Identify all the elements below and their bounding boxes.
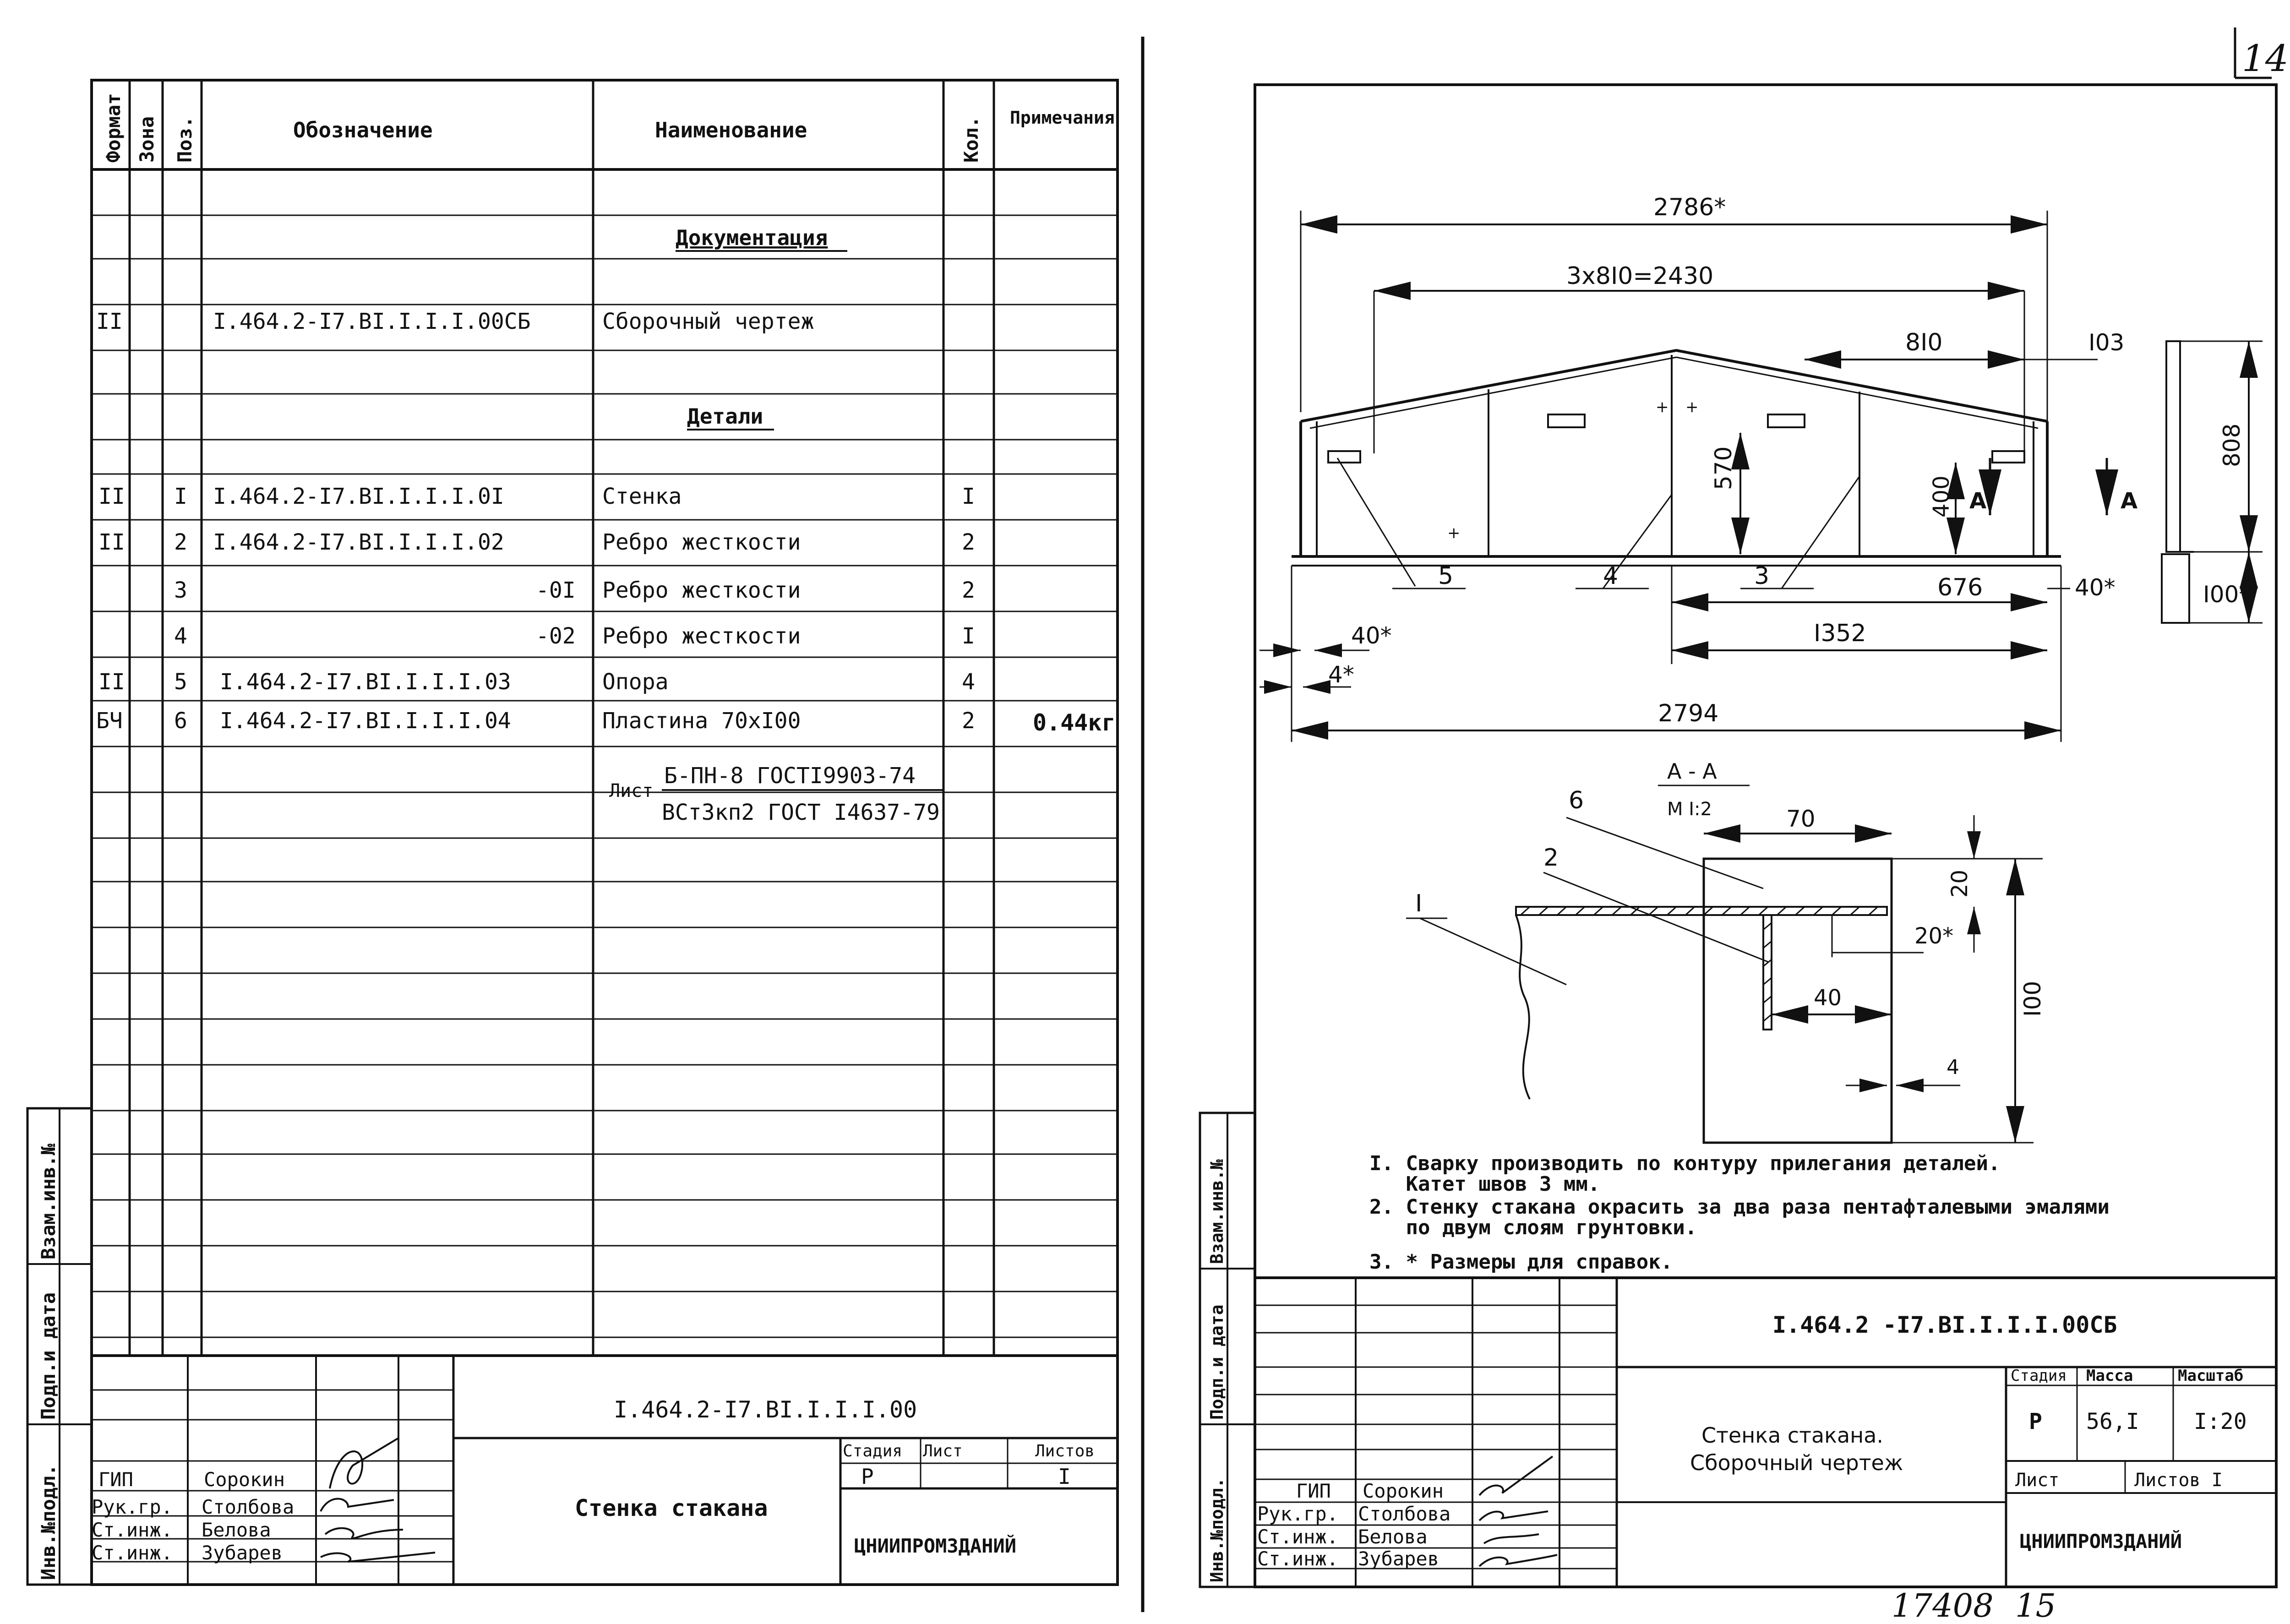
right-title-block <box>1255 1278 2276 1587</box>
col-name-header: Наименование <box>655 118 807 142</box>
callout-6: 6 <box>1569 787 1584 814</box>
dim-20-star: 20* <box>1914 923 1954 949</box>
callout-5: 5 <box>1438 562 1454 590</box>
cell-name: Ребро жесткости <box>602 623 801 649</box>
dim-400: 400 <box>1929 475 1954 518</box>
cell-note: 0.44кг <box>1033 709 1116 736</box>
cell-name: Ребро жесткости <box>602 578 801 603</box>
svg-text:+: + <box>1685 398 1699 416</box>
cell-designation: -02 <box>536 623 576 649</box>
cell-pos: 4 <box>174 623 187 649</box>
sheets-value: I <box>1058 1464 1071 1489</box>
cell-qty: 2 <box>962 708 975 734</box>
cell-format: II <box>98 484 125 509</box>
svg-text:+: + <box>1447 524 1461 542</box>
mass-label: Масса <box>2086 1367 2133 1385</box>
section-mark-right: А <box>2121 488 2138 514</box>
role: ГИП <box>1296 1480 1331 1502</box>
cell-pos: 6 <box>174 708 187 734</box>
role: Рук.гр. <box>92 1496 173 1518</box>
section-parts: Детали <box>687 404 763 429</box>
signature <box>1479 1456 1553 1495</box>
bottom-sheet: 15 <box>2015 1587 2056 1624</box>
section-a-a <box>1406 759 2046 1143</box>
note-line: Катет швов 3 мм. <box>1369 1172 1600 1196</box>
page-number: 14 <box>2242 37 2289 80</box>
cell-qty: 2 <box>962 578 975 603</box>
dim-808: 808 <box>2219 423 2245 467</box>
dim-40: 40 <box>1814 985 1842 1011</box>
callout-4: 4 <box>1603 562 1619 590</box>
role: Ст.инж. <box>92 1519 173 1541</box>
spec-row <box>98 669 975 695</box>
elevation-view <box>1260 194 2263 742</box>
person-name: Зубарев <box>1358 1548 1439 1570</box>
note-line: по двум слоям грунтовки. <box>1369 1216 1697 1239</box>
cell-format: II <box>98 669 125 695</box>
dim-overall-bottom: 2794 <box>1658 700 1719 727</box>
signature <box>1479 1555 1557 1566</box>
stage-label: Стадия <box>843 1442 903 1461</box>
cell-format: БЧ <box>96 708 123 734</box>
section-mark-left: А <box>1969 488 1987 514</box>
spec-row <box>174 623 975 649</box>
col-qty-header: Кол. <box>960 116 982 163</box>
spec-row <box>96 708 1116 736</box>
left-title-block <box>92 1356 1118 1585</box>
role: Ст.инж. <box>1257 1526 1339 1548</box>
stage-label: Стадия <box>2011 1367 2067 1385</box>
dim-70: 70 <box>1786 806 1816 832</box>
right-frame <box>1255 85 2276 1587</box>
dim-overall-top: 2786* <box>1653 194 1726 221</box>
role: Ст.инж. <box>92 1542 173 1564</box>
title-code: I.464.2 -I7.BI.I.I.I.00СБ <box>1772 1312 2117 1338</box>
side-view <box>2166 341 2180 552</box>
side-label-inv: Инв.№подл. <box>37 1464 60 1580</box>
cell-pos: 3 <box>174 578 187 603</box>
dim-spacing: 3x8I0=2430 <box>1566 262 1714 290</box>
material-prefix: Лист <box>609 780 654 801</box>
title-name: Стенка стакана <box>575 1495 768 1521</box>
callout-1: I <box>1415 890 1423 917</box>
spec-row <box>98 484 975 509</box>
cell-name: Ребро жесткости <box>602 529 801 555</box>
cell-name: Сборочный чертеж <box>602 309 814 334</box>
side-label-vzam: Взам.инв.№ <box>1207 1159 1227 1264</box>
dim-1352: I352 <box>1814 620 1866 647</box>
callout-2: 2 <box>1543 844 1559 872</box>
cell-pos: I <box>174 484 187 509</box>
spec-row <box>96 309 814 334</box>
signature <box>321 1499 394 1512</box>
person-name: Столбова <box>1358 1503 1451 1525</box>
person-name: Сорокин <box>204 1468 285 1491</box>
note-line: I. Сварку производить по контуру прилегания деталей. <box>1369 1152 2001 1175</box>
cell-designation: I.464.2-I7.BI.I.I.I.00СБ <box>213 309 531 334</box>
note-line: 3. * Размеры для справок. <box>1369 1250 1673 1274</box>
col-pos-header: Поз. <box>174 116 196 163</box>
cell-qty: I <box>962 484 975 509</box>
person-name: Белова <box>1358 1526 1428 1548</box>
scale-label: Масштаб <box>2178 1367 2244 1385</box>
dim-676: 676 <box>1937 574 1983 601</box>
role: Рук.гр. <box>1257 1503 1339 1525</box>
side-label-podp: Подп.и дата <box>37 1292 60 1420</box>
side-label-vzam: Взам.инв.№ <box>37 1144 60 1259</box>
signature <box>325 1528 403 1539</box>
left-frame <box>92 80 1118 1585</box>
right-sheet <box>1200 85 2276 1587</box>
cell-designation: I.464.2-I7.BI.I.I.I.03 <box>220 669 511 695</box>
dim-20: 20 <box>1947 869 1973 898</box>
dim-4-left: 4* <box>1328 661 1354 688</box>
role: Ст.инж. <box>1257 1548 1339 1570</box>
person-name: Столбова <box>202 1496 294 1518</box>
cell-designation: I.464.2-I7.BI.I.I.I.0I <box>213 484 504 509</box>
dim-40-left: 40* <box>1351 622 1392 649</box>
cell-designation: I.464.2-I7.BI.I.I.I.04 <box>220 708 511 734</box>
signature <box>1484 1534 1539 1543</box>
title-line1: Стенка стакана. <box>1701 1423 1884 1448</box>
section-title: А - А <box>1667 759 1717 784</box>
bottom-number: 17408 <box>1892 1587 1994 1624</box>
spec-row <box>98 529 975 555</box>
dim-40-right: 40* <box>2075 574 2116 601</box>
mass-value: 56,I <box>2086 1409 2139 1434</box>
cell-designation: I.464.2-I7.BI.I.I.I.02 <box>213 529 504 555</box>
cell-pos: 2 <box>174 529 187 555</box>
spec-row <box>174 578 975 603</box>
signature <box>330 1438 398 1488</box>
role: ГИП <box>98 1468 133 1491</box>
stage-value: Р <box>861 1464 874 1489</box>
dim-810: 8I0 <box>1905 329 1943 356</box>
cell-format: II <box>96 309 123 334</box>
material-line2: ВСт3кп2 ГОСТ I4637-79 <box>662 800 940 825</box>
signature <box>321 1553 435 1562</box>
person-name: Зубарев <box>202 1542 283 1564</box>
dim-103: I03 <box>2088 329 2125 356</box>
material-line1: Б-ПН-8 ГОСТI9903-74 <box>664 763 916 789</box>
section-documentation: Документация <box>676 225 828 250</box>
left-sheet <box>27 80 1118 1585</box>
dim-100: I00* <box>2203 581 2251 608</box>
sheet-label: Лист <box>923 1442 963 1461</box>
person-name: Сорокин <box>1363 1480 1444 1502</box>
side-label-inv: Инв.№подл. <box>1207 1477 1227 1582</box>
note-line: 2. Стенку стакана окрасить за два раза пентафталевыми эмалями <box>1369 1195 2110 1219</box>
col-format-header: Формат <box>102 93 125 163</box>
stage-value: Р <box>2029 1409 2042 1434</box>
cell-name: Опора <box>602 669 669 695</box>
title-line2: Сборочный чертеж <box>1690 1450 1903 1475</box>
scale-value: I:20 <box>2194 1409 2247 1434</box>
col-zone-header: Зона <box>136 116 158 163</box>
cell-name: Пластина 70xI00 <box>602 708 801 734</box>
cell-format: II <box>98 529 125 555</box>
dim-4: 4 <box>1946 1056 1959 1079</box>
sheet-label: Лист <box>2015 1470 2060 1491</box>
col-note-header: Примечания <box>1010 108 1115 128</box>
svg-text:+: + <box>1656 398 1669 416</box>
org-name: ЦНИИПРОМЗДАНИЙ <box>854 1535 1017 1557</box>
callout-3: 3 <box>1754 562 1770 590</box>
cell-name: Стенка <box>602 484 682 509</box>
cell-designation: -0I <box>536 578 576 603</box>
cell-qty: 4 <box>962 669 975 695</box>
notes <box>1369 1152 2110 1274</box>
org-name: ЦНИИПРОМЗДАНИЙ <box>2020 1530 2182 1553</box>
person-name: Белова <box>202 1519 271 1541</box>
dim-570: 570 <box>1710 446 1737 490</box>
cell-pos: 5 <box>174 669 187 695</box>
signature <box>1479 1511 1548 1520</box>
dim-100-section: I00 <box>2019 981 2046 1017</box>
title-code: I.464.2-I7.BI.I.I.I.00 <box>614 1396 917 1423</box>
col-designation-header: Обозначение <box>293 118 433 142</box>
cell-qty: I <box>962 623 975 649</box>
cell-qty: 2 <box>962 529 975 555</box>
sheets-label: Листов <box>1035 1442 1095 1461</box>
sheets-label: Листов I <box>2134 1470 2223 1491</box>
side-label-podp: Подп.и дата <box>1207 1304 1227 1420</box>
section-scale: М I:2 <box>1667 799 1712 820</box>
